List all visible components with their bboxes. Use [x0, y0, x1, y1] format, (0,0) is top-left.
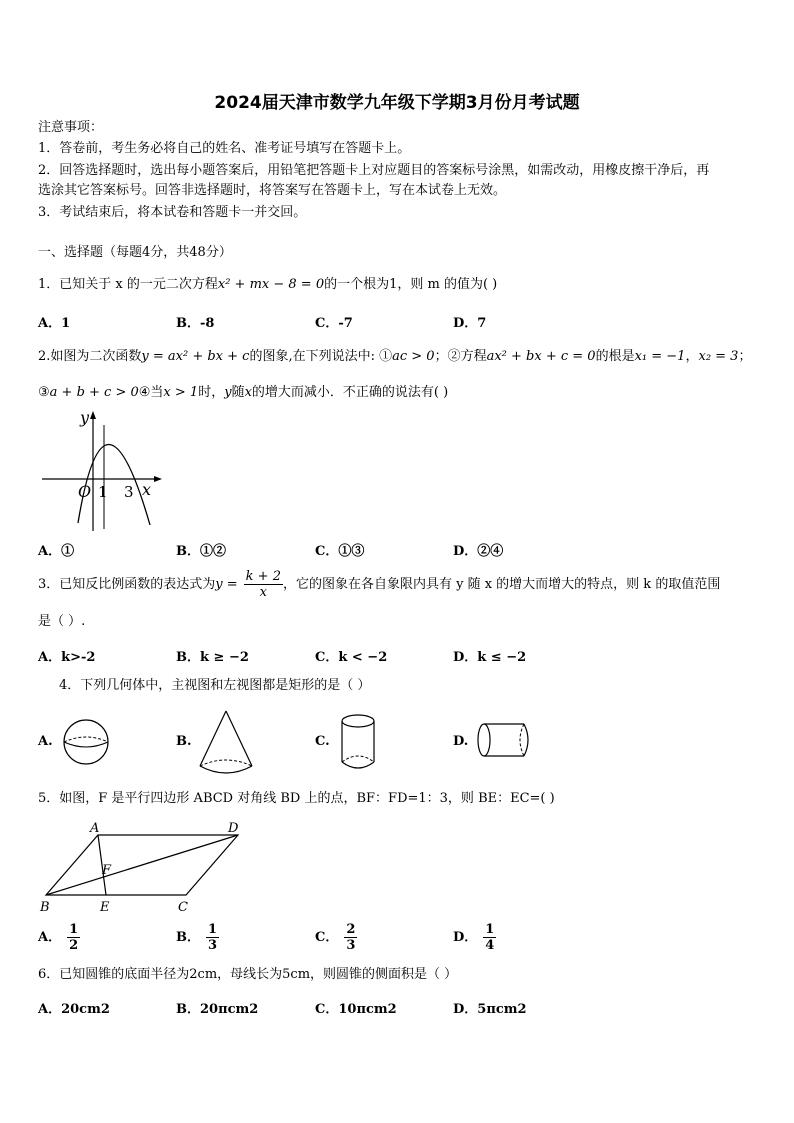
origin-label: O	[78, 482, 92, 501]
q2-eq-2: ac > 0	[392, 349, 435, 364]
q5-c-den: 3	[346, 938, 356, 953]
q3-fraction	[244, 569, 283, 600]
q2-eq-4: x₁ = −1	[634, 349, 686, 364]
page-title: 2024届天津市数学九年级下学期3月份月考试题	[214, 93, 580, 113]
q2-end-2: 的增大而减小．不正确的说法有( )	[251, 385, 449, 400]
q1-post: 的一个根为1，则 m 的值为( )	[324, 277, 498, 292]
notice-item-3: 3．考试结束后，将本试卷和答题卡一并交回。	[38, 205, 307, 220]
q3-pre: 3．已知反比例函数的表达式为	[38, 577, 216, 592]
cone-icon	[196, 708, 256, 778]
q5-c-fraction	[344, 922, 357, 953]
question-3-stem	[38, 568, 720, 602]
q5-option-d[interactable]	[453, 922, 496, 953]
q5-b-num: 1	[208, 922, 218, 937]
q6-option-a[interactable]: A．20cm2	[38, 1002, 110, 1017]
q5-d-den: 4	[485, 938, 495, 953]
point-e-label: E	[100, 900, 110, 915]
q5-d-label: D．	[453, 930, 478, 945]
parallelogram-figure	[38, 820, 258, 920]
x-axis-label: x	[142, 480, 152, 499]
q3-denominator: x	[259, 585, 267, 600]
q2-text-h: 随	[231, 385, 245, 400]
q2-option-a[interactable]: A．①	[38, 544, 75, 559]
q6-option-c[interactable]: C．10πcm2	[315, 1002, 397, 1017]
q1-pre: 1．已知关于 x 的一元二次方程	[38, 277, 218, 292]
q5-a-fraction	[67, 922, 80, 953]
question-2-line-2	[38, 383, 448, 403]
q2-sep: ，	[685, 349, 699, 364]
q5-b-fraction	[206, 922, 219, 953]
q2-end-1: ；	[738, 349, 752, 364]
parabola-figure	[38, 405, 168, 535]
q5-d-fraction	[483, 922, 496, 953]
q5-a-num: 1	[69, 922, 79, 937]
q5-option-a[interactable]	[38, 922, 80, 953]
q2-option-b[interactable]: B．①②	[176, 544, 226, 559]
q2-eq-1: y = ax² + bx + c	[141, 349, 250, 364]
q5-d-num: 1	[485, 922, 495, 937]
q1-option-d[interactable]: D．7	[453, 316, 487, 331]
vertex-b-label: B	[40, 900, 50, 915]
q2-eq-6: a + b + c > 0	[49, 385, 139, 400]
notice-item-2: 2．回答选择题时，选出每小题答案后，用铅笔把答题卡上对应题目的答案标号涂黑，如需改动，用橡皮擦干净后，再	[38, 163, 710, 178]
q2-eq-5: x₂ = 3	[698, 349, 739, 364]
y-axis-arrow	[90, 411, 96, 419]
q4-option-b[interactable]: B.	[176, 734, 192, 749]
q2-option-d[interactable]: D．②④	[453, 544, 504, 559]
q4-option-a[interactable]: A.	[38, 734, 53, 749]
q1-option-c[interactable]: C．-7	[315, 316, 353, 331]
q6-option-d[interactable]: D．5πcm2	[453, 1002, 527, 1017]
point-f-label: F	[102, 863, 112, 878]
notice-heading: 注意事项：	[38, 120, 104, 135]
q4-option-c[interactable]: C.	[315, 734, 330, 749]
tick-label-1: 1	[98, 483, 108, 501]
q1-option-a[interactable]: A．1	[38, 316, 71, 331]
q3-option-d[interactable]: D．k ≤ −2	[453, 650, 527, 665]
q5-option-b[interactable]	[176, 922, 219, 953]
notice-item-2-cont: 选涂其它答案标号。回答非选择题时，将答案写在答题卡上，写在本试卷上无效。	[38, 183, 507, 198]
vertex-a-label: A	[90, 821, 100, 836]
x-axis-arrow	[154, 476, 162, 482]
cylinder-icon	[338, 712, 378, 772]
notice-item-1: 1．答卷前，考生务必将自己的姓名、准考证号填写在答题卡上。	[38, 141, 411, 156]
q3-option-b[interactable]: B．k ≥ −2	[176, 650, 249, 665]
q5-c-label: C．	[315, 930, 339, 945]
q3-option-a[interactable]: A．k>-2	[38, 650, 96, 665]
q3-option-c[interactable]: C．k < −2	[315, 650, 388, 665]
q2-text-e: ③	[38, 385, 50, 400]
q1-equation: x² + mx − 8 = 0	[217, 277, 325, 292]
question-4-stem: 4．下列几何体中，主视图和左视图都是矩形的是（ ）	[59, 678, 371, 693]
q6-option-b[interactable]: B．20πcm2	[176, 1002, 259, 1017]
q5-a-den: 2	[69, 938, 79, 953]
question-1-stem	[38, 275, 497, 295]
q2-eq-7: x > 1	[163, 385, 199, 400]
q2-eq-8: y	[224, 385, 232, 400]
q5-option-c[interactable]	[315, 922, 357, 953]
q5-c-num: 2	[346, 922, 356, 937]
vertex-c-label: C	[178, 900, 188, 915]
question-6-stem: 6．已知圆锥的底面半径为2cm，母线长为5cm，则圆锥的侧面积是（ ）	[38, 967, 458, 982]
section-heading: 一、选择题（每题4分，共48分）	[38, 245, 232, 260]
q3-y: y =	[215, 577, 238, 592]
vertex-d-label: D	[228, 821, 239, 836]
q2-text-c: ；②方程	[434, 349, 487, 364]
y-axis-label: y	[80, 408, 90, 427]
q2-eq-3: ax² + bx + c = 0	[486, 349, 596, 364]
q2-text-g: 时，	[198, 385, 225, 400]
q3-numerator: k + 2	[245, 569, 281, 584]
q5-a-label: A．	[38, 930, 62, 945]
q1-option-b[interactable]: B．-8	[176, 316, 215, 331]
q2-text-f: ④当	[138, 385, 164, 400]
q2-text-d: 的根是	[595, 349, 635, 364]
horizontal-cylinder-icon	[474, 720, 534, 760]
q2-eq-9: x	[244, 385, 252, 400]
question-3-line-2: 是（ ）.	[38, 614, 86, 629]
question-5-stem: 5．如图，F 是平行四边形 ABCD 对角线 BD 上的点，BF：FD=1：3，则 BE：EC=( )	[38, 791, 555, 806]
question-2-line-1	[38, 347, 751, 367]
q4-option-d[interactable]: D.	[453, 734, 469, 749]
q2-text-a: 2.如图为二次函数	[38, 349, 142, 364]
sphere-icon	[60, 716, 112, 768]
q5-b-den: 3	[208, 938, 218, 953]
q2-option-c[interactable]: C．①③	[315, 544, 365, 559]
q2-text-b: 的图象,在下列说法中: ①	[249, 349, 393, 364]
q3-post: ，它的图象在各自象限内具有 y 随 x 的增大而增大的特点，则 k 的取值范围	[282, 577, 721, 592]
tick-label-3: 3	[124, 483, 134, 501]
q5-b-label: B．	[176, 930, 200, 945]
